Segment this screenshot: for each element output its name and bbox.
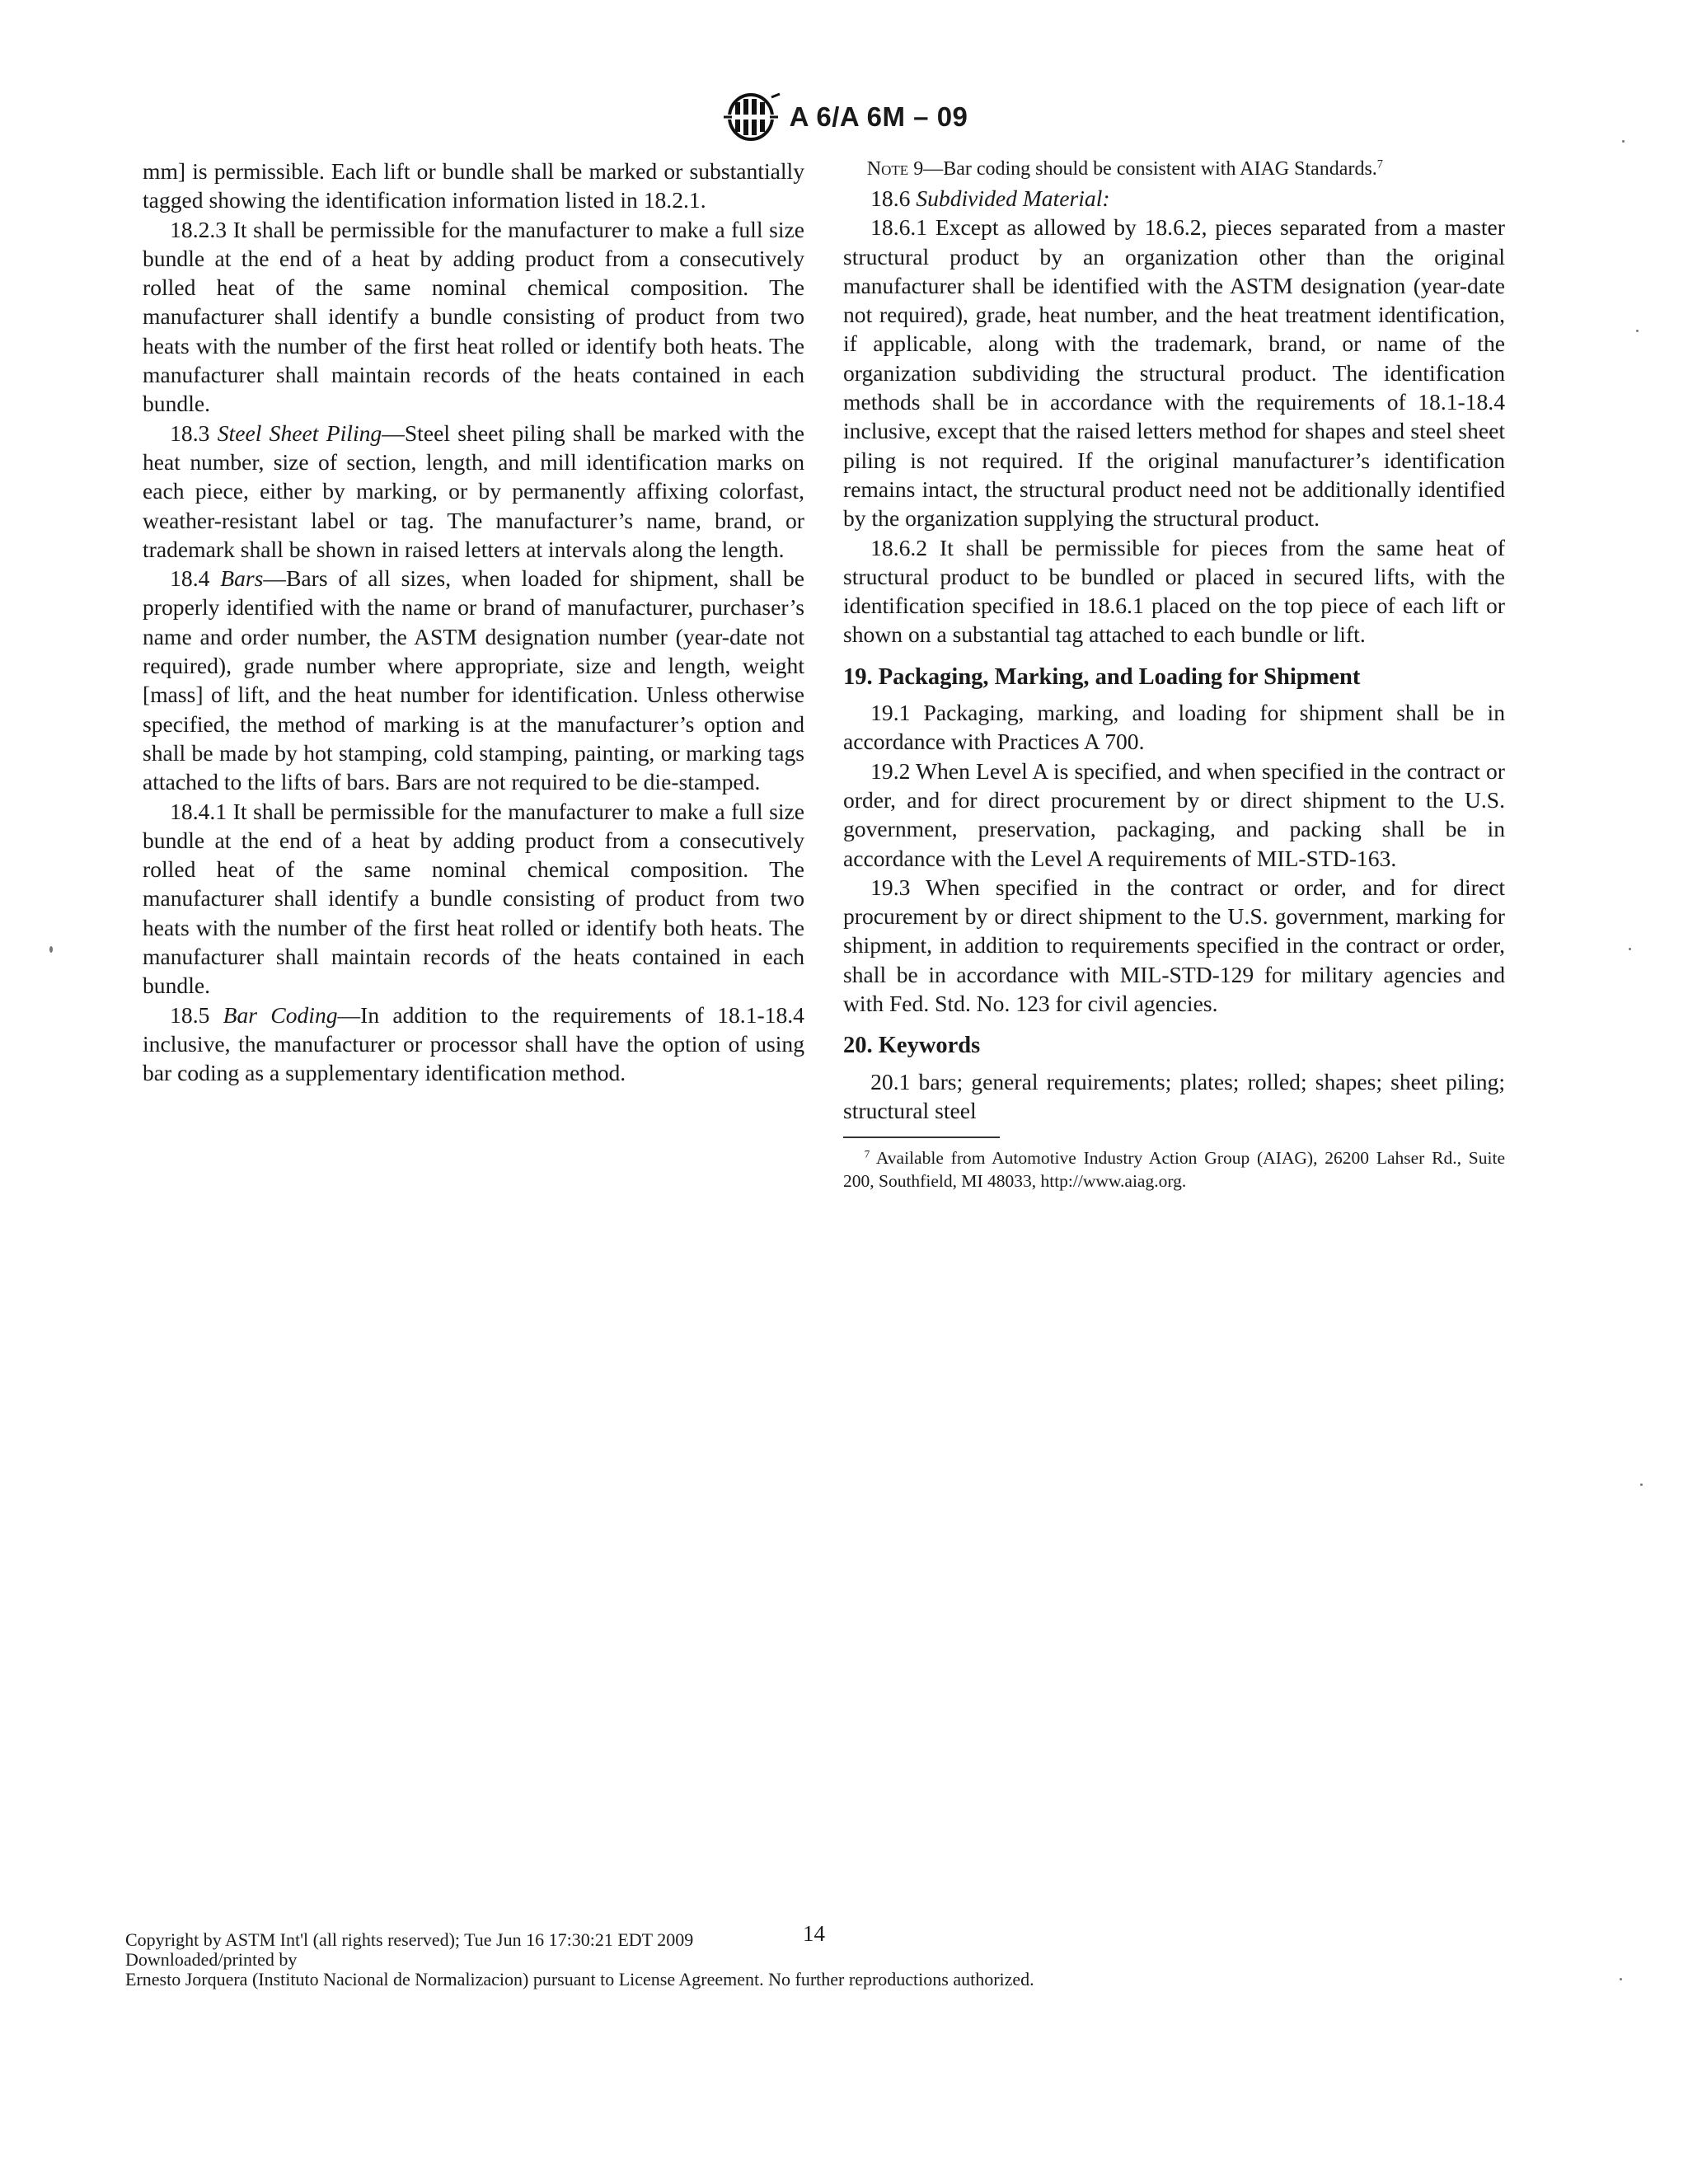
- copyright-line: Copyright by ASTM Int'l (all rights reserved); Tue Jun 16 17:30:21 EDT 2009: [125, 1929, 694, 1950]
- page-header: [0, 92, 1688, 142]
- section-title: Subdivided Material:: [916, 185, 1110, 211]
- section-title: Bar Coding: [223, 1001, 338, 1028]
- paragraph-18-5: [143, 1001, 804, 1088]
- footnote-number: 7: [864, 1148, 870, 1160]
- footnote-text: Available from Automotive Industry Action Group (AIAG), 26200 Lahser Rd., Suite 200, Southfield, MI 48033, http://www.aiag.org.: [843, 1148, 1505, 1192]
- left-column: [143, 157, 804, 1088]
- paragraph-19-3: 19.3 When specified in the contract or order, and for direct procurement by or direct shipment to the U.S. government, marking for shipment, in addition to requirements specified in the contract or order, shall be in accordance with MIL-STD-129 for military agencies and with Fed. Std. No. 123 for civil agencies.: [843, 874, 1505, 1017]
- paragraph-19-2: 19.2 When Level A is specified, and when specified in the contract or order, and for direct procurement by or direct shipment to the U.S. government, preservation, packaging, and packing shall be in accordance with the Level A requirements of MIL-STD-163.: [843, 757, 1505, 871]
- note-9: [843, 157, 1505, 182]
- page-number: 14: [803, 1921, 825, 1946]
- section-text: —Bars of all sizes, when loaded for shipment, shall be properly identified with the name or brand of manufacturer, purchaser’s name and order number, the ASTM designation number (year-date not required), grade number where appropriate, size and length, weight [mass] of lift, and the heat number for identification. Unless otherwise specified, the method of marking is at the manufacturer’s option and shall be made by hot stamping, cold stamping, painting, or marking tags attached to the lifts of bars. Bars are not required to be die-stamped.: [143, 565, 804, 795]
- paragraph-18-4-1: 18.4.1 It shall be permissible for the manufacturer to make a full size bundle at the end of a heat by adding product from a consecutively rolled heat of the same nominal chemical composition. The manufacturer shall identify a bundle consisting of product from two heats with the number of the first heat rolled or identify both heats. The manufacturer shall maintain records of the heats contained in each bundle.: [143, 798, 804, 999]
- scan-speck: [49, 946, 53, 953]
- section-number: 18.5: [170, 1001, 210, 1028]
- section-number: 18.3: [170, 419, 210, 446]
- section-title: Steel Sheet Piling: [217, 419, 382, 446]
- footnote-7: [843, 1146, 1505, 1193]
- page-footer: [125, 1921, 1362, 1990]
- license-line: Ernesto Jorquera (Instituto Nacional de Normalizacion) pursuant to License Agreement. No further reproductions authorized.: [125, 1969, 1034, 1990]
- paragraph-18-3: [143, 419, 804, 564]
- section-title: Bars: [220, 565, 264, 592]
- section-number: 18.4: [170, 565, 210, 592]
- section-text: —Steel sheet piling shall be marked with the heat number, size of section, length, and mill identification marks on each piece, either by marking, or by permanently affixing colorfast, weather-resistant label or tag. The manufacturer’s name, brand, or trademark shall be shown in raised letters at intervals along the length.: [143, 419, 805, 562]
- scan-speck: [1640, 1483, 1643, 1486]
- paragraph-18-6-2: 18.6.2 It shall be permissible for pieces from the same heat of structural product to be bundled or placed in secured lifts, with the identification specified in 18.6.1 placed on the top piece of each lift or shown on a substantial tag attached to each bundle or lift.: [843, 534, 1505, 648]
- paragraph-18-2-3: 18.2.3 It shall be permissible for the manufacturer to make a full size bundle at the end of a heat by adding product from a consecutively rolled heat of the same nominal chemical composition. The manufacturer shall identify a bundle consisting of product from two heats with the number of the first heat rolled or identify both heats. The manufacturer shall maintain records of the heats contained in each bundle.: [143, 216, 804, 417]
- scan-speck: [1622, 140, 1625, 143]
- footnote-reference: 7: [1376, 157, 1383, 171]
- scan-speck: [1620, 1978, 1622, 1980]
- paragraph-continuation: mm] is permissible. Each lift or bundle shall be marked or substantially tagged showing the identification information listed in 18.2.1.: [143, 158, 804, 213]
- note-label: Note: [866, 158, 909, 180]
- section-heading-19: 19. Packaging, Marking, and Loading for Shipment: [843, 663, 1361, 690]
- section-number: 18.6: [870, 185, 911, 211]
- download-line: Downloaded/printed by: [125, 1949, 298, 1970]
- footnote-divider: [843, 1137, 1000, 1138]
- astm-logo-icon: [720, 92, 781, 142]
- standard-designation: A 6/A 6M – 09: [789, 101, 968, 132]
- paragraph-18-6: [843, 184, 1505, 213]
- scan-speck: [1636, 330, 1639, 332]
- paragraph-20-1: 20.1 bars; general requirements; plates; rolled; shapes; sheet piling; structural steel: [843, 1068, 1505, 1123]
- section-heading-20: 20. Keywords: [843, 1033, 981, 1059]
- scan-speck: [1629, 948, 1631, 950]
- paragraph-19-1: 19.1 Packaging, marking, and loading for shipment shall be in accordance with Practices A 700.: [843, 700, 1505, 755]
- note-text: 9—Bar coding should be consistent with AIAG Standards.: [908, 158, 1377, 180]
- paragraph-18-6-1: 18.6.1 Except as allowed by 18.6.2, pieces separated from a master structural product by an organization other than the original manufacturer shall be identified with the ASTM designation (year-date not required), grade, heat number, and the heat treatment identification, if applicable, along with the trademark, brand, or name of the organization subdividing the structural product. The identification methods shall be in accordance with the requirements of 18.1-18.4 inclusive, except that the raised letters method for shapes and steel sheet piling is not required. If the original manufacturer’s identification remains intact, the structural product need not be additionally identified by the organization supplying the structural product.: [843, 214, 1505, 532]
- paragraph-18-4: [143, 564, 804, 796]
- section-text: —In addition to the requirements of 18.1-18.4 inclusive, the manufacturer or processor shall have the option of using bar coding as a supplementary identification method.: [143, 1001, 804, 1086]
- right-column: [843, 157, 1505, 1193]
